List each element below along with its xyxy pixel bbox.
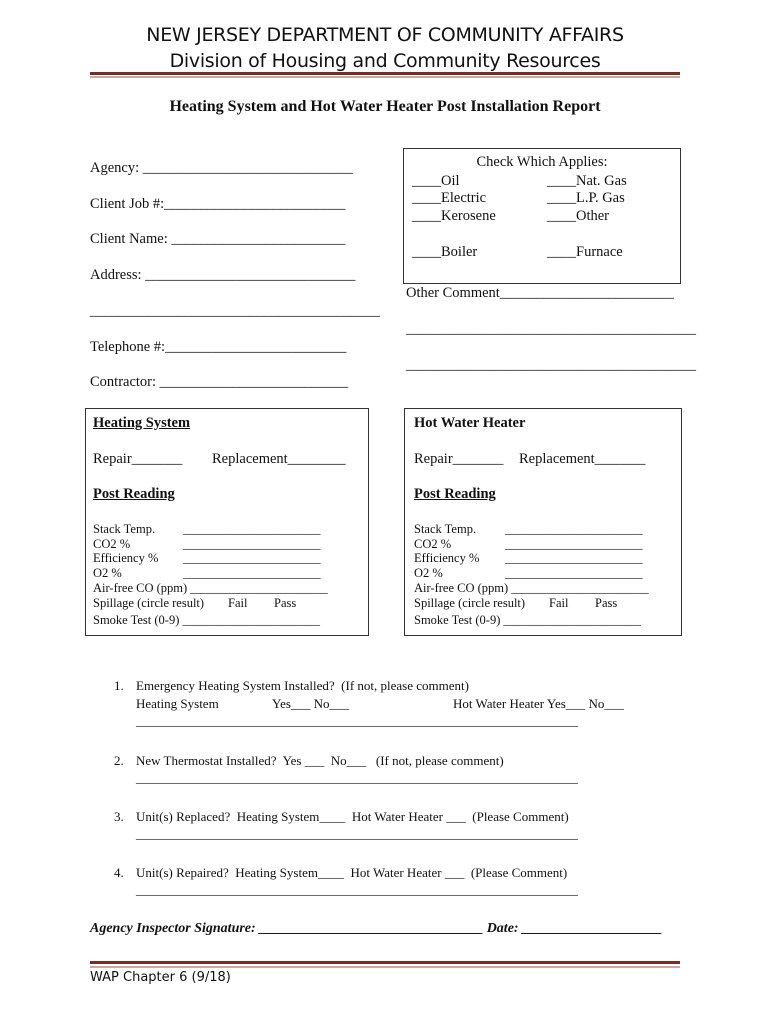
signature-label: Agency Inspector Signature: — [90, 921, 260, 936]
header-rule — [90, 72, 680, 75]
heating-efficiency-label: Efficiency % — [93, 551, 159, 565]
other-comment-field[interactable]: Other Comment________________________ — [406, 285, 674, 301]
hwh-post-reading-heading: Post Reading — [414, 486, 496, 502]
heating-spillage-fail[interactable]: Fail — [228, 596, 248, 610]
heating-smoke-test-field[interactable]: Smoke Test (0-9) ______________________ — [93, 613, 321, 627]
heating-spillage-pass[interactable]: Pass — [274, 596, 297, 610]
check-applies-heading: Check Which Applies: — [476, 154, 608, 170]
question-1-number: 1. — [114, 678, 124, 693]
question-1-hwh-yes-no[interactable]: Hot Water Heater Yes___ No___ — [453, 696, 624, 711]
option-oil[interactable]: ____Oil — [412, 173, 460, 189]
question-1-comment-line[interactable]: ____________________________________________________________________ — [136, 713, 578, 728]
client-name-field[interactable]: Client Name: ________________________ — [90, 231, 346, 247]
agency-field[interactable]: Agency: _____________________________ — [90, 160, 353, 176]
other-comment-line2[interactable]: ________________________________________ — [406, 321, 696, 337]
signature-field[interactable]: ________________________________ — [259, 921, 484, 936]
heating-efficiency-field[interactable]: ______________________ — [183, 551, 321, 565]
hwh-spillage-pass[interactable]: Pass — [595, 596, 618, 610]
heating-spillage-label: Spillage (circle result) — [93, 596, 205, 610]
heating-co2-field[interactable]: ______________________ — [183, 537, 321, 551]
hwh-o2-field[interactable]: ______________________ — [505, 566, 643, 580]
question-2-number: 2. — [114, 753, 124, 768]
heating-air-free-co-field[interactable]: Air-free CO (ppm) ______________________ — [93, 581, 328, 595]
hwh-spillage-label: Spillage (circle result) — [414, 596, 526, 610]
heating-system-heading: Heating System — [93, 415, 191, 431]
question-3-number: 3. — [114, 809, 124, 824]
question-2-text[interactable]: New Thermostat Installed? Yes ___ No___ (If not, please comment) — [136, 753, 504, 768]
hwh-stack-temp-label: Stack Temp. — [414, 522, 477, 536]
hwh-repair-field[interactable]: Repair_______ — [414, 451, 504, 467]
contractor-field[interactable]: Contractor: __________________________ — [90, 374, 349, 390]
question-4-number: 4. — [114, 865, 124, 880]
heating-replacement-field[interactable]: Replacement________ — [212, 451, 346, 467]
question-3-comment-line[interactable]: ____________________________________________________________________ — [136, 826, 578, 841]
option-kerosene[interactable]: ____Kerosene — [412, 208, 496, 224]
report-title: Heating System and Hot Water Heater Post Installation Report — [169, 98, 601, 115]
date-label: Date: — [483, 921, 523, 936]
heating-stack-temp-label: Stack Temp. — [93, 522, 156, 536]
hwh-co2-field[interactable]: ______________________ — [505, 537, 643, 551]
option-boiler[interactable]: ____Boiler — [412, 244, 478, 260]
address-field[interactable]: Address: _____________________________ — [90, 267, 356, 283]
hwh-spillage-fail[interactable]: Fail — [549, 596, 569, 610]
option-other[interactable]: ____Other — [547, 208, 610, 224]
hwh-efficiency-label: Efficiency % — [414, 551, 480, 565]
hwh-o2-label: O2 % — [414, 566, 443, 580]
telephone-field[interactable]: Telephone #:_________________________ — [90, 339, 347, 355]
division-name: Division of Housing and Community Resources — [169, 50, 601, 72]
footer-rule-light — [90, 966, 680, 968]
hwh-smoke-test-field[interactable]: Smoke Test (0-9) ______________________ — [414, 613, 642, 627]
hwh-air-free-co-field[interactable]: Air-free CO (ppm) ______________________ — [414, 581, 649, 595]
hwh-replacement-field[interactable]: Replacement_______ — [519, 451, 646, 467]
hwh-efficiency-field[interactable]: ______________________ — [505, 551, 643, 565]
address-line2-field[interactable]: ________________________________________ — [90, 303, 380, 319]
department-name: NEW JERSEY DEPARTMENT OF COMMUNITY AFFAIRS — [146, 24, 624, 46]
footer-rule — [90, 961, 680, 964]
hot-water-heater-heading: Hot Water Heater — [414, 415, 526, 431]
question-1-heating-yes-no[interactable]: Yes___ No___ — [272, 696, 350, 711]
question-4-comment-line[interactable]: ____________________________________________________________________ — [136, 882, 578, 897]
signature-row — [90, 921, 662, 937]
heating-co2-label: CO2 % — [93, 537, 131, 551]
client-job-field[interactable]: Client Job #:_________________________ — [90, 196, 346, 212]
option-lp-gas[interactable]: ____L.P. Gas — [547, 190, 625, 206]
other-comment-line3[interactable]: ________________________________________ — [406, 357, 696, 373]
option-electric[interactable]: ____Electric — [412, 190, 487, 206]
heating-post-reading-heading: Post Reading — [93, 486, 175, 502]
heating-stack-temp-field[interactable]: ______________________ — [183, 522, 321, 536]
heating-o2-field[interactable]: ______________________ — [183, 566, 321, 580]
hwh-co2-label: CO2 % — [414, 537, 452, 551]
question-2-comment-line[interactable]: ____________________________________________________________________ — [136, 770, 578, 785]
question-1-heating-label: Heating System — [136, 696, 219, 711]
heating-o2-label: O2 % — [93, 566, 122, 580]
heating-repair-field[interactable]: Repair_______ — [93, 451, 183, 467]
footer-text: WAP Chapter 6 (9/18) — [90, 970, 231, 985]
header-rule-light — [90, 76, 680, 78]
date-field[interactable]: ____________________ — [522, 921, 663, 936]
option-furnace[interactable]: ____Furnace — [547, 244, 623, 260]
question-1-text: Emergency Heating System Installed? (If not, please comment) — [136, 678, 469, 693]
hwh-stack-temp-field[interactable]: ______________________ — [505, 522, 643, 536]
question-3-text[interactable]: Unit(s) Replaced? Heating System____ Hot Water Heater ___ (Please Comment) — [136, 809, 569, 824]
option-nat-gas[interactable]: ____Nat. Gas — [547, 173, 627, 189]
question-4-text[interactable]: Unit(s) Repaired? Heating System____ Hot Water Heater ___ (Please Comment) — [136, 865, 568, 880]
